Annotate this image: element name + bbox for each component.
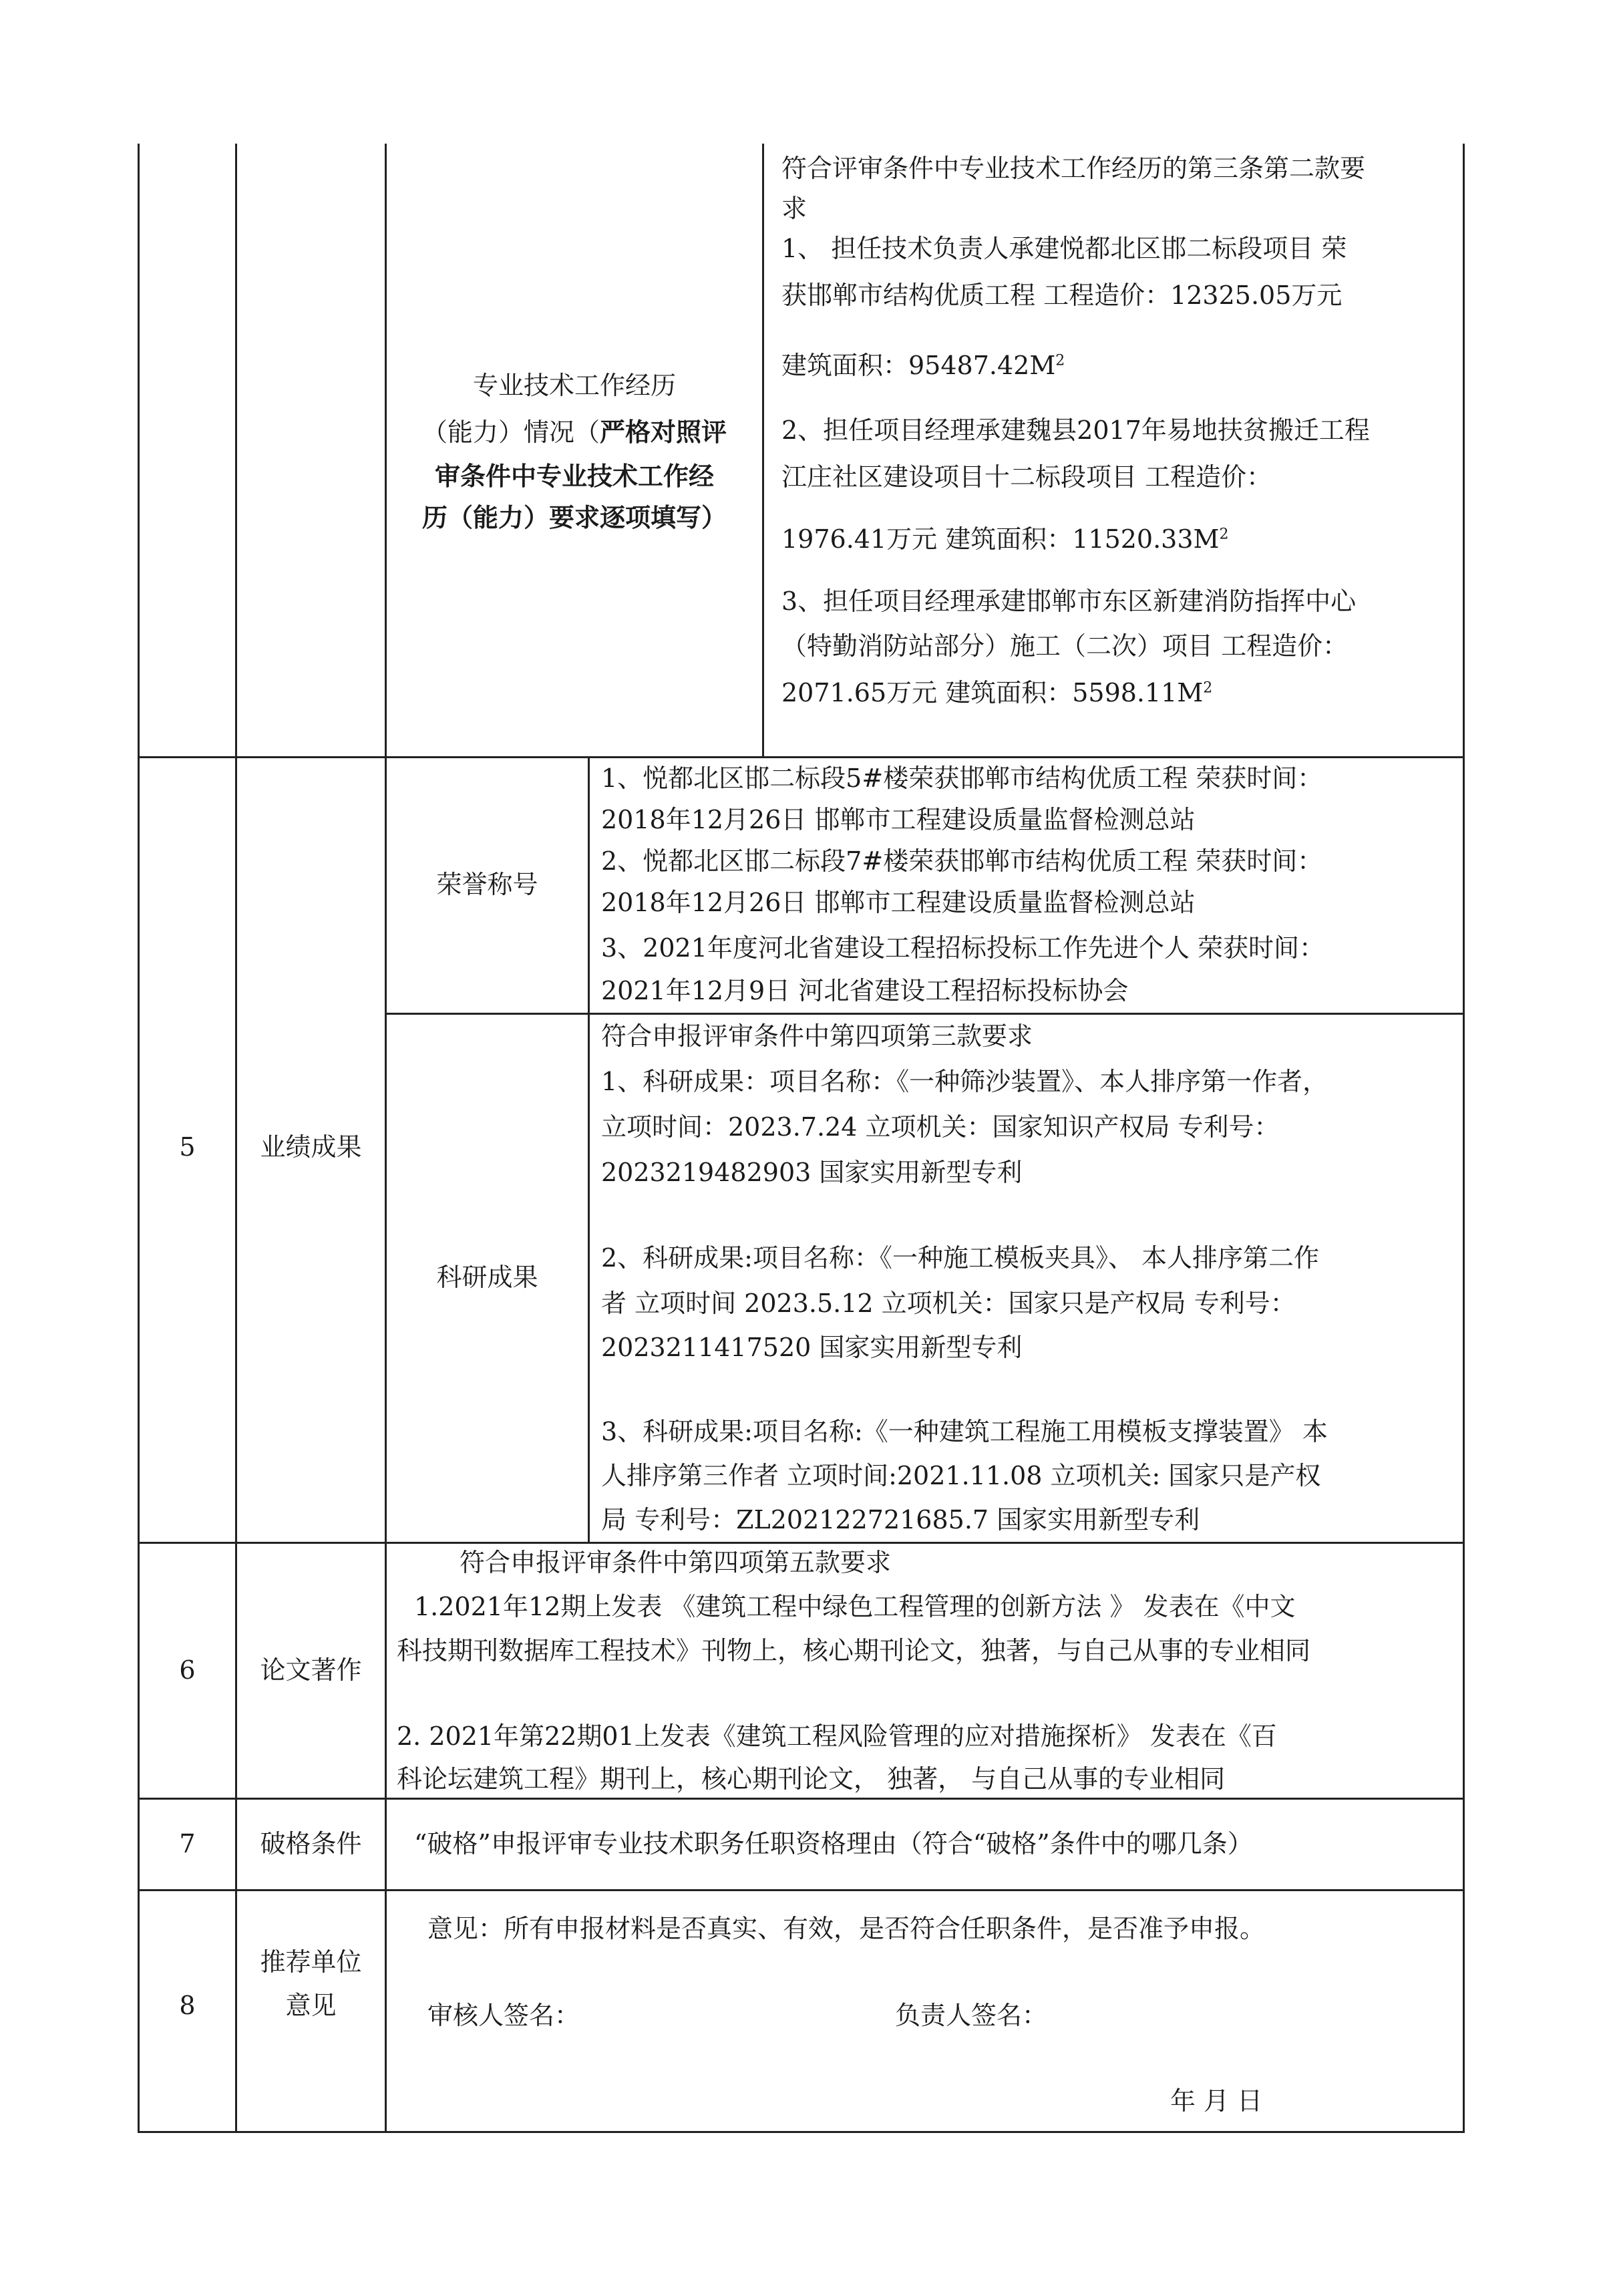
sec4-line: 符合评审条件中专业技术工作经历的第三条第二款要 xyxy=(781,154,1366,183)
leader-signature-label: 负责人签名： xyxy=(895,2001,1048,2030)
honor-line: 2、悦都北区邯二标段7#楼荣获邯郸市结构优质工程 荣获时间： xyxy=(601,846,1323,876)
sec8-opinion: 意见：所有申报材料是否真实、有效，是否符合任职条件，是否准予申报。 xyxy=(427,1914,1266,1943)
research-line: 3、科研成果:项目名称:《一种建筑工程施工用模板支撑装置》 本 xyxy=(601,1417,1328,1446)
reviewer-signature-label: 审核人签名： xyxy=(427,2001,580,2030)
sec4-area2: 1976.41万元 建筑面积：11520.33M xyxy=(781,524,1220,554)
row-border-sec5-bottom xyxy=(138,1542,1465,1544)
sec4-line: 3、担任项目经理承建邯郸市东区新建消防指挥中心 xyxy=(781,587,1357,616)
sec4-label-4: 历（能力）要求逐项填写） xyxy=(421,502,727,532)
research-line: 者 立项时间 2023.5.12 立项机关：国家只是产权局 专利号： xyxy=(601,1289,1296,1318)
honor-line: 1、悦都北区邯二标段5#楼荣获邯郸市结构优质工程 荣获时间： xyxy=(601,764,1323,793)
sec6-line: 科技期刊数据库工程技术》刊物上，核心期刊论文，独著，与自己从事的专业相同 xyxy=(397,1636,1311,1665)
research-line: 人排序第三作者 立项时间:2021.11.08 立项机关: 国家只是产权 xyxy=(601,1461,1321,1490)
row-border-sec7-bottom xyxy=(138,1889,1465,1891)
sec8-title-2: 意见 xyxy=(285,1991,337,2020)
honor-line: 2018年12月26日 邯郸市工程建设质量监督检测总站 xyxy=(601,888,1196,917)
sec4-line: 获邯郸市结构优质工程 工程造价：12325.05万元 xyxy=(781,281,1343,310)
sec8-title-1: 推荐单位 xyxy=(260,1947,362,1977)
honor-line: 2018年12月26日 邯郸市工程建设质量监督检测总站 xyxy=(601,805,1196,834)
table-border-col3-lower xyxy=(385,1542,387,2131)
research-line: 1、科研成果：项目名称：《一种筛沙装置》、本人排序第一作者， xyxy=(601,1067,1328,1096)
sec4-line-area1 xyxy=(781,347,1065,383)
sec4-line: 求 xyxy=(781,194,808,223)
sec4-label-line-3 xyxy=(387,458,762,494)
row-border-sec8-bottom xyxy=(138,2131,1465,2133)
sec5-title: 业绩成果 xyxy=(260,1132,362,1162)
table-border-col3-upper xyxy=(385,144,387,1542)
sec4-line-area3 xyxy=(781,675,1212,711)
honor-line: 3、2021年度河北省建设工程招标投标工作先进个人 荣获时间： xyxy=(601,933,1324,963)
research-label: 科研成果 xyxy=(436,1263,538,1292)
research-line: 局 专利号：ZL202122721685.7 国家实用新型专利 xyxy=(601,1505,1200,1534)
row-border-honor-bottom xyxy=(385,1013,1465,1015)
sec7-title: 破格条件 xyxy=(260,1829,362,1858)
date-field: 年 月 日 xyxy=(1170,2086,1263,2116)
sec4-label-line-2 xyxy=(387,414,762,450)
sec4-line: 江庄社区建设项目十二标段项目 工程造价： xyxy=(781,462,1272,492)
sec4-label-2a: （能力）情况（ xyxy=(421,418,600,447)
sec4-label-1: 专业技术工作经历 xyxy=(472,371,676,400)
research-line: 立项时间：2023.7.24 立项机关：国家知识产权局 专利号： xyxy=(601,1112,1280,1142)
honor-line: 2021年12月9日 河北省建设工程招标投标协会 xyxy=(601,976,1129,1005)
sec5-number: 5 xyxy=(179,1132,196,1162)
sec6-number: 6 xyxy=(179,1655,196,1685)
research-line: 2、科研成果:项目名称：《一种施工模板夹具》、 本人排序第二作 xyxy=(601,1243,1320,1273)
sec4-label-3: 审条件中专业技术工作经 xyxy=(434,461,714,491)
superscript: 2 xyxy=(1219,526,1229,543)
sec4-label-2b: 严格对照评 xyxy=(600,417,727,447)
superscript: 2 xyxy=(1203,679,1213,697)
table-border-col4-sec4 xyxy=(762,144,764,756)
research-line: 2023219482903 国家实用新型专利 xyxy=(601,1158,1023,1187)
sec7-number: 7 xyxy=(179,1829,196,1858)
sec4-line-area2 xyxy=(781,521,1228,557)
row-border-sec4-bottom xyxy=(138,756,1465,758)
sec6-title: 论文著作 xyxy=(260,1655,362,1685)
sec6-line: 符合申报评审条件中第四项第五款要求 xyxy=(460,1548,892,1577)
sec7-reason: “破格”申报评审专业技术职务任职资格理由（符合“破格”条件中的哪几条） xyxy=(414,1829,1253,1858)
sec4-line: 1、 担任技术负责人承建悦都北区邯二标段项目 荣 xyxy=(781,234,1347,263)
sec4-line: 2、担任项目经理承建魏县2017年易地扶贫搬迁工程 xyxy=(781,416,1370,445)
research-line: 符合申报评审条件中第四项第三款要求 xyxy=(601,1021,1033,1051)
sec8-number: 8 xyxy=(179,1991,196,2020)
superscript: 2 xyxy=(1055,352,1065,369)
research-line: 2023211417520 国家实用新型专利 xyxy=(601,1333,1023,1362)
sec4-line: （特勤消防站部分）施工（二次）项目 工程造价： xyxy=(781,631,1349,661)
honor-label: 荣誉称号 xyxy=(436,870,538,899)
sec6-line: 1.2021年12期上发表 《建筑工程中绿色工程管理的创新方法 》 发表在《中文 xyxy=(414,1592,1296,1621)
table-border-right xyxy=(1463,144,1465,2131)
sec6-line: 科论坛建筑工程》期刊上，核心期刊论文， 独著， 与自己从事的专业相同 xyxy=(397,1764,1226,1794)
sec4-area1: 建筑面积：95487.42M xyxy=(781,351,1056,380)
sec4-label-line-4 xyxy=(387,500,762,536)
table-border-col4-sec5 xyxy=(588,756,590,1542)
sec4-area3: 2071.65万元 建筑面积：5598.11M xyxy=(781,678,1204,707)
row-border-sec6-bottom xyxy=(138,1798,1465,1800)
sec4-label-line-1 xyxy=(387,367,762,403)
sec6-line: 2. 2021年第22期01上发表《建筑工程风险管理的应对措施探析》 发表在《百 xyxy=(397,1721,1277,1751)
